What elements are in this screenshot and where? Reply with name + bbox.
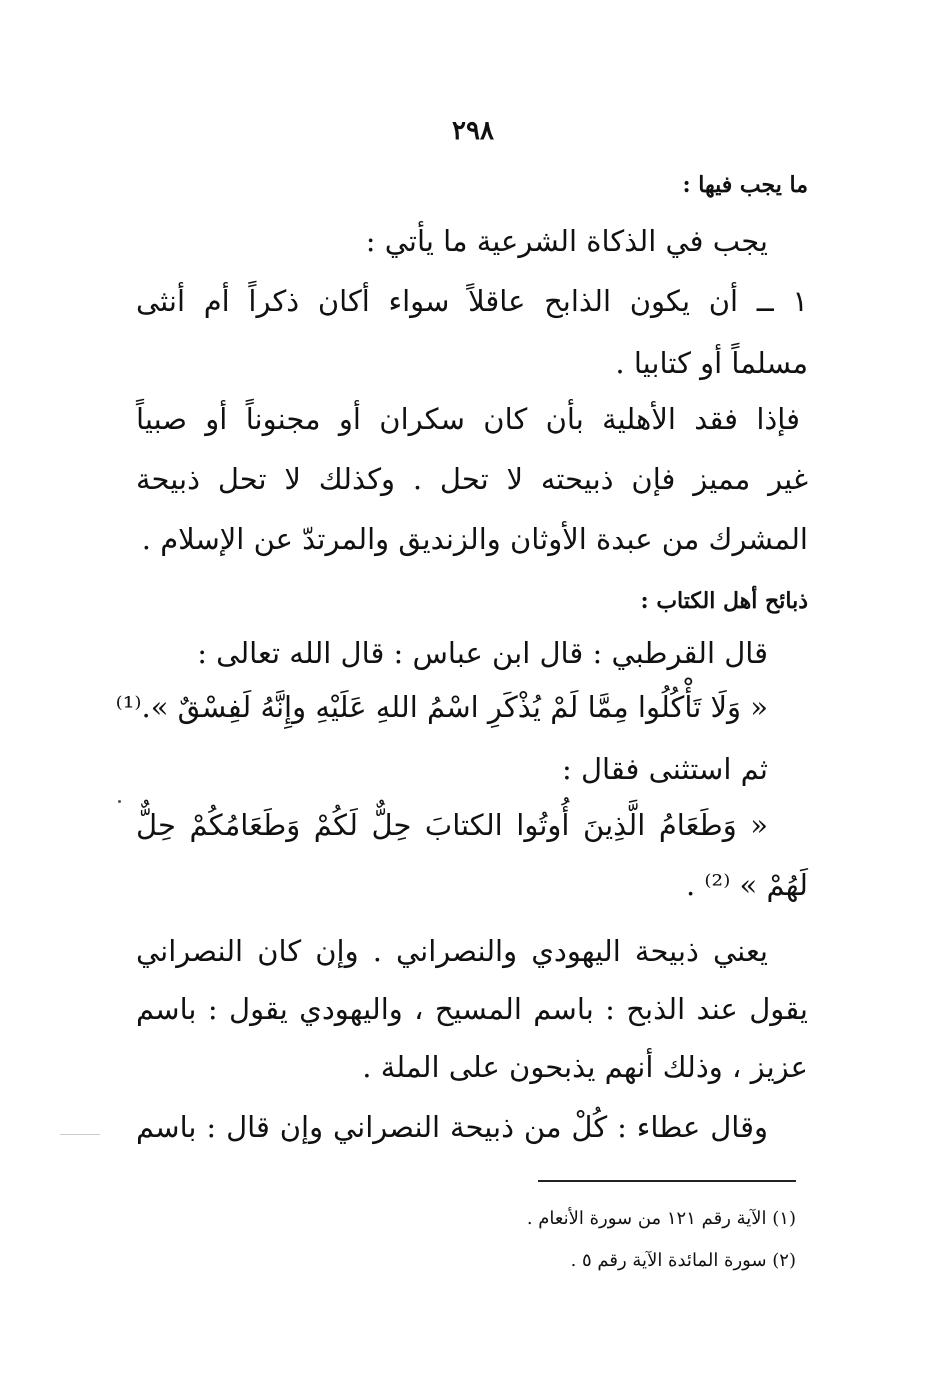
section-heading: ذبائح أهل الكتاب :: [640, 588, 808, 614]
text-line: مسلماً أو كتابيا .: [615, 346, 808, 380]
text-line: عزيز ، وذلك أنهم يذبحون على الملة .: [362, 1050, 808, 1084]
footnote: (١) الآية رقم ١٢١ من سورة الأنعام .: [526, 1208, 796, 1229]
section-heading: ما يجب فيها :: [682, 172, 808, 198]
scan-speck: [118, 800, 121, 803]
scan-speck: [60, 1134, 100, 1135]
text-line: ثم استثنى فقال :: [561, 752, 768, 786]
quran-verse-line: لَهُمْ » ⁽²⁾ .: [685, 868, 808, 902]
quran-verse-line: « وَطَعَامُ الَّذِينَ أُوتُوا الكتابَ حِلٌّ لَكُمْ وَطَعَامُكُمْ حِلٌّ: [136, 808, 768, 842]
main-text: [115, 0, 808, 1170]
text-line: قال القرطبي : قال ابن عباس : قال الله تعالى :: [197, 636, 768, 670]
quran-verse-line: « وَلَا تَأْكُلُوا مِمَّا لَمْ يُذْكَرِ اسْمُ اللهِ عَلَيْهِ وإِنَّهُ لَفِسْقٌ ».⁽¹⁾: [115, 690, 768, 724]
text-line: يقول عند الذبح : باسم المسيح ، واليهودي يقول : باسم: [136, 992, 808, 1026]
text-line: يجب في الذكاة الشرعية ما يأتي :: [365, 224, 768, 258]
text-line: ١ ــ أن يكون الذابح عاقلاً سواء أكان ذكراً أم أنثى: [136, 284, 808, 318]
footnote-divider: [538, 1180, 796, 1182]
page-number: ٢٩٨: [452, 116, 494, 146]
text-line: وقال عطاء : كُلْ من ذبيحة النصراني وإن قال : باسم: [136, 1110, 768, 1144]
text-line: غير مميز فإن ذبيحته لا تحل . وكذلك لا تحل ذبيحة: [136, 462, 808, 496]
text-line: فإذا فقد الأهلية بأن كان سكران أو مجنوناً أو صبياً: [136, 402, 800, 436]
footnote: (٢) سورة المائدة الآية رقم ٥ .: [570, 1250, 796, 1271]
text-line: يعني ذبيحة اليهودي والنصراني . وإن كان النصراني: [136, 934, 768, 968]
text-line: المشرك من عبدة الأوثان والزنديق والمرتدّ عن الإسلام .: [141, 522, 808, 556]
